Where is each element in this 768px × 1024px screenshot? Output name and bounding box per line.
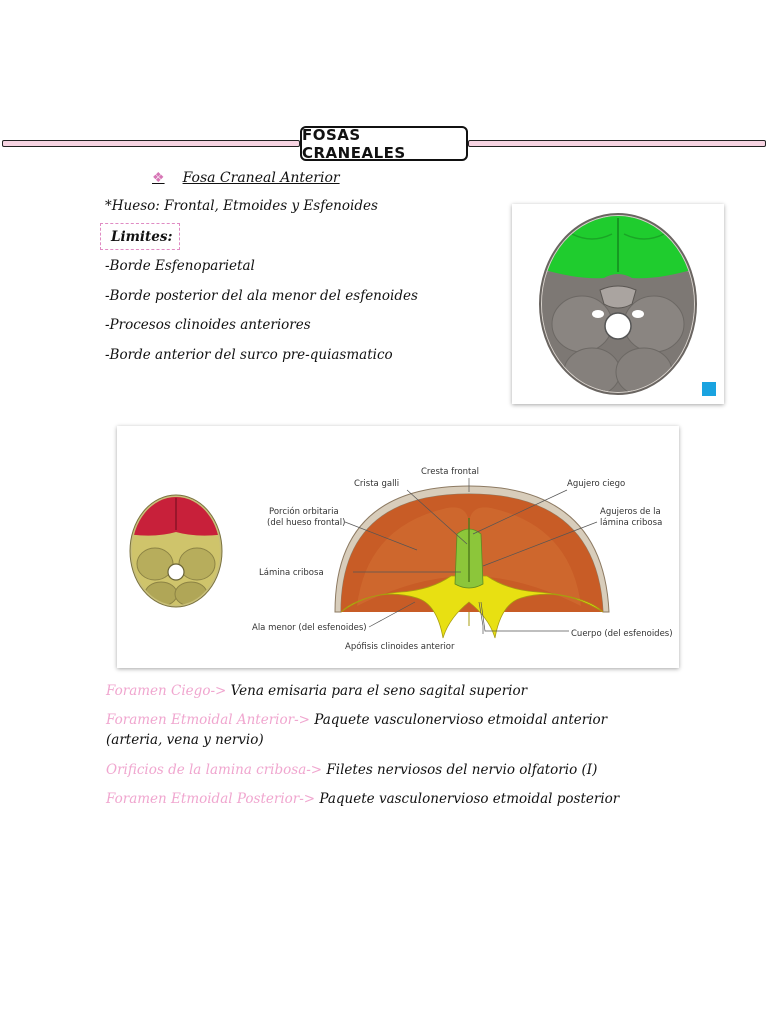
limit-item: -Borde Esfenoparietal [105,258,255,274]
fact-orificios-lamina [106,760,706,780]
limit-item: -Borde posterior del ala menor del esfenoides [105,288,418,304]
fact-term: Foramen Etmoidal Anterior-> [106,712,310,728]
mini-skull-icon [117,486,237,626]
skull-base-illustration [512,204,724,404]
page-title: FOSAS CRANEALES [300,126,468,161]
label-agujeros-lamina: Agujeros de la [600,507,661,517]
label-porcion-orbitaria-sub: (del hueso frontal) [267,518,346,528]
subtitle-text: Fosa Craneal Anterior [182,170,340,186]
label-cresta-frontal: Cresta frontal [421,467,479,477]
limit-item: -Borde anterior del surco pre-quiasmatico [105,347,393,363]
label-cuerpo: Cuerpo (del esfenoides) [571,629,673,639]
label-agujero-ciego: Agujero ciego [567,479,626,489]
fact-desc: Filetes nerviosos del nervio olfatorio (I) [322,762,598,778]
fact-term: Foramen Ciego-> [106,683,227,699]
label-agujeros-lamina-sub: lámina cribosa [600,518,663,528]
label-porcion-orbitaria: Porción orbitaria [269,507,339,517]
fact-desc: Paquete vasculonervioso etmoidal anterior (arteria, vena y nervio) [106,712,608,748]
limit-item: -Procesos clinoides anteriores [105,317,311,333]
anterior-fossa-diagram [117,426,679,668]
section-subtitle [152,168,340,188]
fact-foramen-etmoidal-posterior [106,789,726,809]
fact-foramen-etmoidal-anterior [106,710,666,750]
diamond-bullet-icon: ❖ [152,170,165,186]
title-bar-left [2,140,300,147]
skull-base-image [512,204,724,404]
limits-heading: Limites: [100,223,180,250]
label-apofisis: Apófisis clinoides anterior [345,642,455,652]
fact-desc: Vena emisaria para el seno sagital superior [226,683,528,699]
logo-badge-icon [702,382,716,396]
title-bar-right [468,140,766,147]
fact-desc: Paquete vasculonervioso etmoidal posterior [315,791,620,807]
bones-line: *Hueso: Frontal, Etmoides y Esfenoides [105,198,378,214]
fact-term: Orificios de la lamina cribosa-> [106,762,323,778]
label-lamina-cribosa: Lámina cribosa [259,568,324,578]
anterior-fossa-illustration [117,426,679,668]
label-ala-menor: Ala menor (del esfenoides) [252,623,367,633]
fact-foramen-ciego [106,681,706,701]
label-crista-galli: Crista galli [354,479,400,489]
fact-term: Foramen Etmoidal Posterior-> [106,791,316,807]
